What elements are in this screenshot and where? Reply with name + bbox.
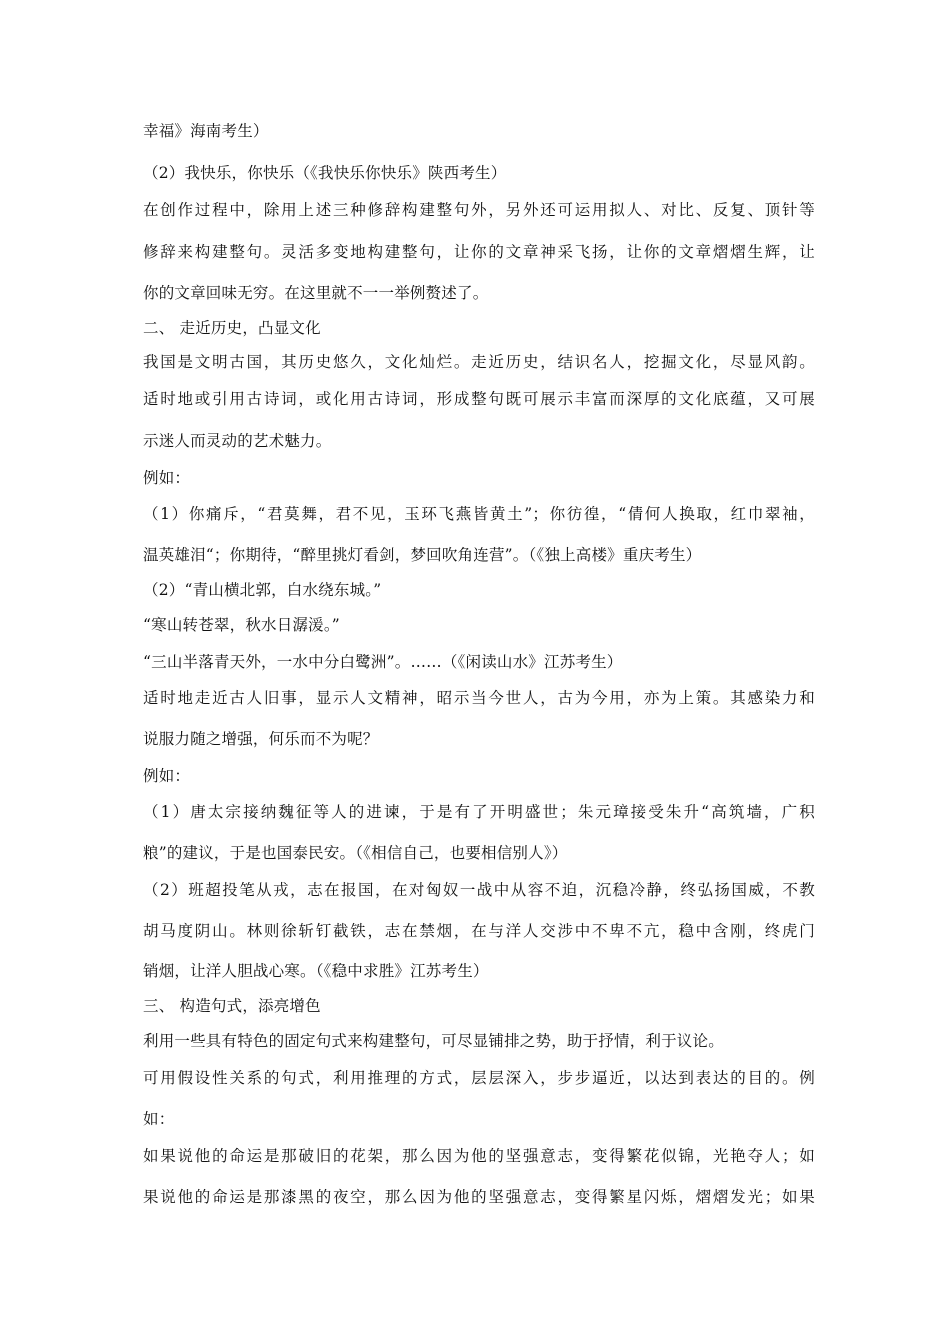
text-line: 示迷人而灵动的艺术魅力。	[143, 432, 332, 450]
text-line: 温英雄泪“；你期待，“醉里挑灯看剑，梦回吹角连营”。（《独上高楼》重庆考生）	[143, 546, 702, 564]
text-line: “寒山转苍翠，秋水日潺湲。”	[143, 616, 340, 634]
text-line: 例如：	[143, 469, 191, 487]
text-line: 例如：	[143, 767, 191, 785]
text-line: 适时地走近古人旧事，显示人文精神，昭示当今世人，古为今用，亦为上策。其感染力和	[143, 689, 815, 707]
text-line: 利用一些具有特色的固定句式来构建整句，可尽显铺排之势，助于抒情，利于议论。	[143, 1032, 724, 1050]
text-line: 销烟，让洋人胆战心寒。（《稳中求胜》江苏考生）	[143, 962, 489, 980]
text-line: 适时地或引用古诗词，或化用古诗词，形成整句既可展示丰富而深厚的文化底蕴，又可展	[143, 390, 815, 408]
text-line: 果说他的命运是那漆黑的夜空，那么因为他的坚强意志，变得繁星闪烁，熠熠发光；如果	[143, 1188, 815, 1206]
section-heading: 二、 走近历史，凸显文化	[143, 319, 321, 337]
text-line: 可用假设性关系的句式，利用推理的方式，层层深入，步步逼近，以达到表达的目的。例	[143, 1069, 815, 1087]
text-line: 幸福》海南考生）	[143, 122, 269, 140]
text-line: 在创作过程中，除用上述三种修辞构建整句外，另外还可运用拟人、对比、反复、顶针等	[143, 201, 815, 219]
text-line: （1）你痛斥，“君莫舞，君不见，玉环飞燕皆黄土”；你彷徨，“倩何人换取，红巾翠袖，	[143, 505, 815, 523]
text-line: 修辞来构建整句。灵活多变地构建整句，让你的文章神采飞扬，让你的文章熠熠生辉，让	[143, 243, 815, 261]
text-line: 说服力随之增强，何乐而不为呢？	[143, 730, 379, 748]
text-line: 如：	[143, 1110, 175, 1128]
text-line: 我国是文明古国，其历史悠久，文化灿烂。走近历史，结识名人，挖掘文化，尽显风韵。	[143, 353, 815, 371]
text-line: 如果说他的命运是那破旧的花架，那么因为他的坚强意志，变得繁花似锦，光艳夺人；如	[143, 1147, 815, 1165]
text-line: （1）唐太宗接纳魏征等人的进谏，于是有了开明盛世；朱元璋接受朱升“高筑墙，广积	[143, 803, 815, 821]
text-line: “三山半落青天外，一水中分白鹭洲”。……（《闲读山水》江苏考生）	[143, 653, 623, 671]
text-line: 你的文章回味无穷。在这里就不一一举例赘述了。	[143, 284, 489, 302]
section-heading: 三、 构造句式，添亮增色	[143, 997, 321, 1015]
text-line: （2）“青山横北郭，白水绕东城。”	[143, 581, 382, 599]
text-line: 胡马度阴山。林则徐斩钉截铁，志在禁烟，在与洋人交涉中不卑不亢，稳中含刚，终虎门	[143, 922, 815, 940]
text-line: （2）班超投笔从戎，志在报国，在对匈奴一战中从容不迫，沉稳冷静，终弘扬国威，不教	[143, 881, 815, 899]
text-line: （2）我快乐，你快乐（《我快乐你快乐》陕西考生）	[143, 164, 507, 182]
text-line: 粮”的建议，于是也国泰民安。（《相信自己，也要相信别人》）	[143, 844, 568, 862]
